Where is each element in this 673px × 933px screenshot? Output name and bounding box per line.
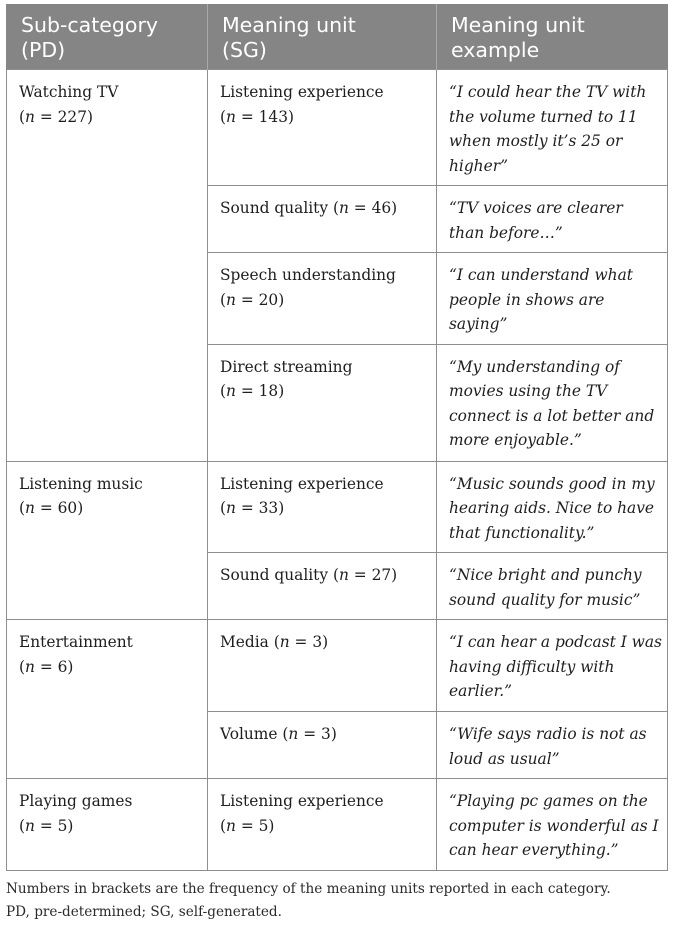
table-row [7,620,668,712]
example-cell: “I can understand what people in shows are saying” [437,253,668,345]
example-cell: “Music sounds good in my hearing aids. Nice to have that functionality.” [437,461,668,553]
example-cell: “Wife says radio is not as loud as usual” [437,712,668,779]
header-subcategory: Sub-category (PD) [7,4,208,70]
example-cell: “Playing pc games on the computer is wonderful as I can hear everything.” [437,779,668,871]
meaning-unit-cell: Sound quality (n = 27) [208,553,437,620]
category-cell: Listening music (n = 60) [7,461,208,620]
footnote-frequency: Numbers in brackets are the frequency of the meaning units reported in each category. [6,881,611,897]
meaning-unit-cell: Listening experience (n = 5) [208,779,437,871]
example-cell: “I could hear the TV with the volume turned to 11 when mostly it’s 25 or higher” [437,70,668,186]
example-cell: “TV voices are clearer than before…” [437,186,668,253]
example-cell: “I can hear a podcast I was having difficulty with earlier.” [437,620,668,712]
header-meaning-unit: Meaning unit (SG) [208,4,437,70]
header-meaning-unit-example: Meaning unit example [437,4,668,70]
table-row [7,779,668,871]
category-cell: Entertainment (n = 6) [7,620,208,779]
header-row [7,4,668,70]
table-row [7,461,668,553]
category-cell: Watching TV (n = 227) [7,70,208,462]
meaning-unit-cell: Direct streaming (n = 18) [208,344,437,461]
meaning-unit-cell: Volume (n = 3) [208,712,437,779]
meaning-unit-cell: Listening experience (n = 143) [208,70,437,186]
example-cell: “My understanding of movies using the TV connect is a lot better and more enjoyable.” [437,344,668,461]
table-row [7,70,668,186]
results-table [6,4,668,871]
meaning-unit-cell: Media (n = 3) [208,620,437,712]
meaning-unit-cell: Speech understanding (n = 20) [208,253,437,345]
footnote-abbreviations: PD, pre-determined; SG, self-generated. [6,904,282,920]
example-cell: “Nice bright and punchy sound quality for music” [437,553,668,620]
category-cell: Playing games (n = 5) [7,779,208,871]
meaning-unit-cell: Listening experience (n = 33) [208,461,437,553]
meaning-unit-cell: Sound quality (n = 46) [208,186,437,253]
